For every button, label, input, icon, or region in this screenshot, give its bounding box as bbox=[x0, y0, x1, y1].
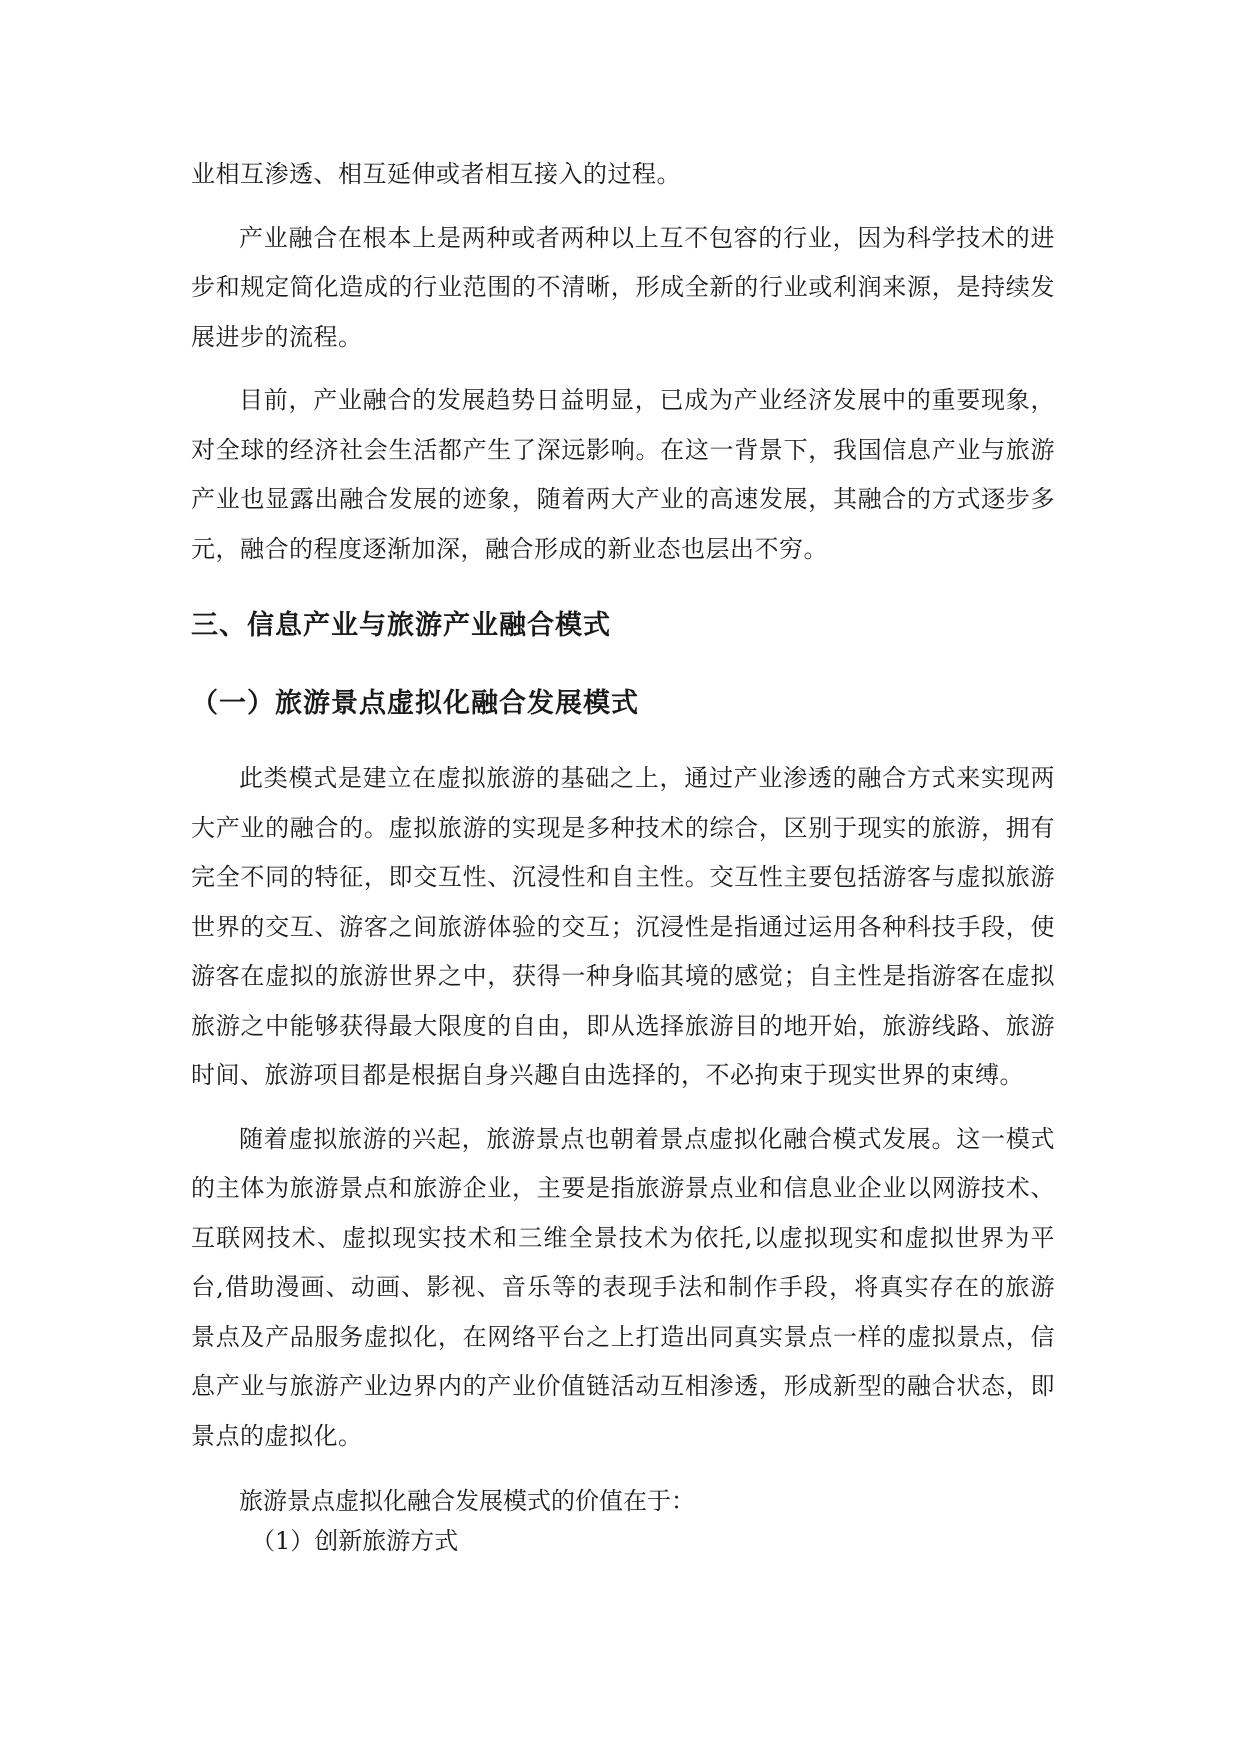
section-heading: 三、信息产业与旅游产业融合模式 bbox=[191, 610, 611, 641]
paragraph-industry-fusion-trend: 目前，产业融合的发展趋势日益明显，已成为产业经济发展中的重要现象，对全球的经济社会生活都产生了深远影响。在这一背景下，我国信息产业与旅游产业也显露出融合发展的迹象，随着两大产业的高速发展，其融合的方式逐步多元，融合的程度逐渐加深，融合形成的新业态也层出不穷。 bbox=[191, 386, 1055, 563]
subsection-heading: （一）旅游景点虚拟化融合发展模式 bbox=[191, 688, 639, 719]
paragraph-continued: 业相互渗透、相互延伸或者相互接入的过程。 bbox=[191, 160, 681, 188]
document-page bbox=[191, 150, 1055, 1561]
list-item-innovation: （1）创新旅游方式 bbox=[251, 1527, 459, 1555]
paragraph-virtual-tourism: 此类模式是建立在虚拟旅游的基础之上，通过产业渗透的融合方式来实现两大产业的融合的。虚拟旅游的实现是多种技术的综合，区别于现实的旅游，拥有完全不同的特征，即交互性、沉浸性和自主性。交互性主要包括游客与虚拟旅游世界的交互、游客之间旅游体验的交互；沉浸性是指通过运用各种科技手段，使游客在虚拟的旅游世界之中，获得一种身临其境的感觉；自主性是指游客在虚拟旅游之中能够获得最大限度的自由，即从选择旅游目的地开始，旅游线路、旅游时间、旅游项目都是根据自身兴趣自由选择的，不必拘束于现实世界的束缚。 bbox=[191, 764, 1055, 1089]
paragraph-scenic-virtualization: 随着虚拟旅游的兴起，旅游景点也朝着景点虚拟化融合模式发展。这一模式的主体为旅游景点和旅游企业，主要是指旅游景点业和信息业企业以网游技术、互联网技术、虚拟现实技术和三维全景技术为依托,以虚拟现实和虚拟世界为平台,借助漫画、动画、影视、音乐等的表现手法和制作手段，将真实存在的旅游景点及产品服务虚拟化，在网络平台之上打造出同真实景点一样的虚拟景点，信息产业与旅游产业边界内的产业价值链活动互相渗透，形成新型的融合状态，即景点的虚拟化。 bbox=[191, 1124, 1055, 1450]
paragraph-industry-fusion-definition: 产业融合在根本上是两种或者两种以上互不包容的行业，因为科学技术的进步和规定简化造成的行业范围的不清晰，形成全新的行业或利润来源，是持续发展进步的流程。 bbox=[191, 223, 1055, 351]
paragraph-value-lead: 旅游景点虚拟化融合发展模式的价值在于： bbox=[239, 1487, 695, 1515]
